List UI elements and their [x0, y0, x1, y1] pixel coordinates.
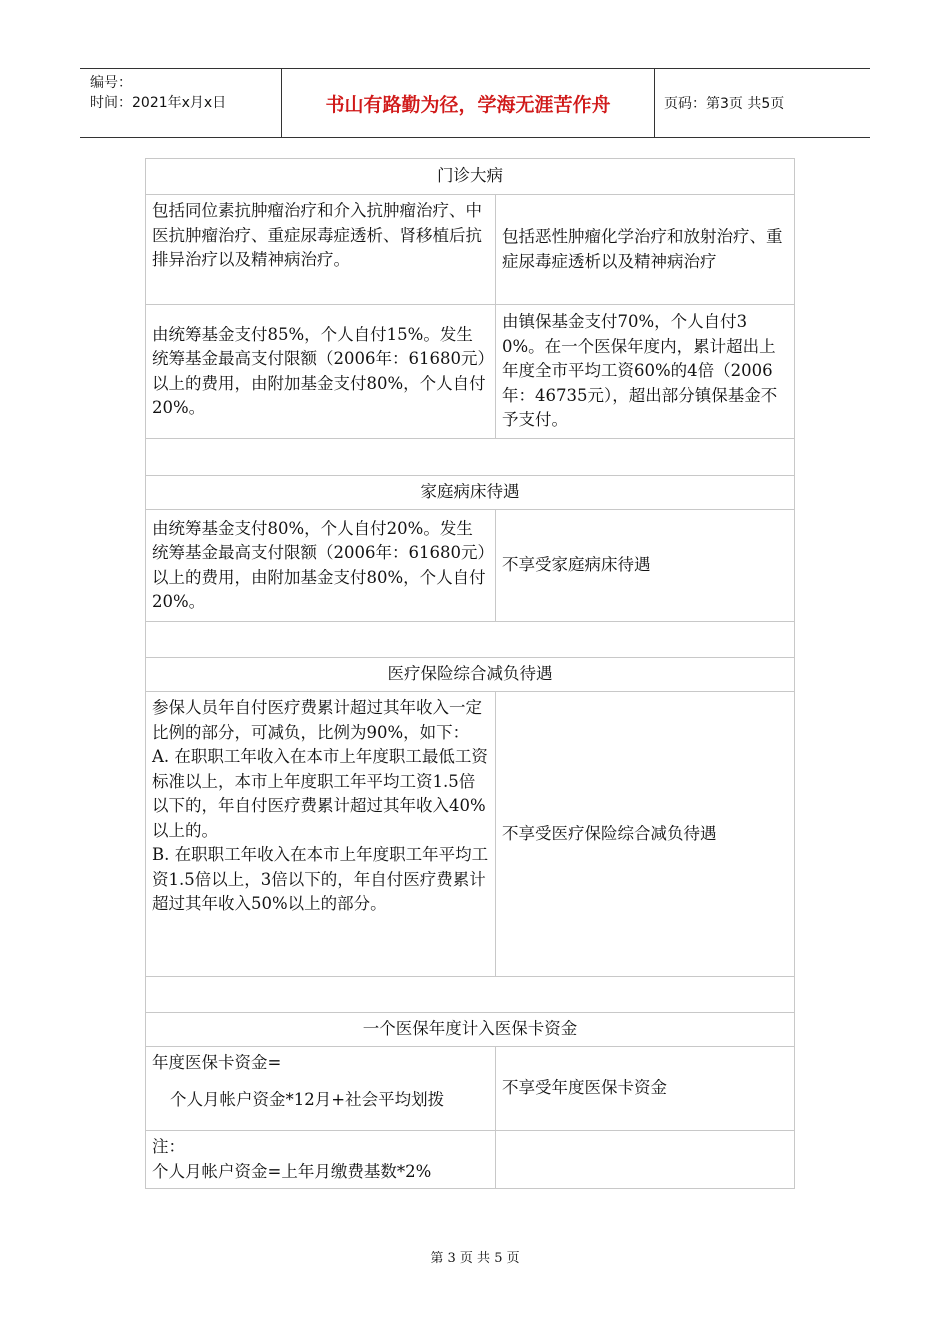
card-fund-note [146, 1131, 496, 1189]
document-number-label: 编号： [90, 75, 132, 91]
page-footer: 第 3 页 共 5 页 [430, 1251, 520, 1266]
home-bed-right: 不享受家庭病床待遇 [496, 510, 795, 622]
section-header-row [146, 476, 795, 510]
spacer-cell [146, 439, 795, 476]
document-date: 时间：2021年x月x日 [90, 95, 227, 111]
burden-relief-intro: 参保人员年自付医疗费累计超过其年收入一定比例的部分，可减负，比例为90%，如下： [152, 698, 482, 742]
header-meta [80, 69, 282, 137]
table-row [146, 305, 795, 439]
outpatient-right-payment: 由镇保基金支付70%，个人自付30%。在一个医保年度内，累计超出上年度全市平均工资60%的4倍（2006年：46735元），超出部分镇保基金不予支付。 [496, 305, 795, 439]
table-row [146, 195, 795, 305]
table-row [146, 1047, 795, 1131]
header-page-info: 页码：第3页 共5页 [664, 96, 785, 112]
outpatient-right-scope: 包括恶性肿瘤化学治疗和放射治疗、重症尿毒症透析以及精神病治疗 [496, 195, 795, 305]
card-fund-formula: 个人月帐户资金*12月+社会平均划拨 [170, 1089, 445, 1109]
benefits-comparison-table [145, 158, 795, 1189]
burden-relief-item-a: A. 在职职工年收入在本市上年度职工最低工资标准以上，本市上年度职工年平均工资1.5倍以下的，年自付医疗费累计超过其年收入40%以上的。 [152, 747, 488, 840]
outpatient-left-scope: 包括同位素抗肿瘤治疗和介入抗肿瘤治疗、中医抗肿瘤治疗、重症尿毒症透析、肾移植后抗排异治疗以及精神病治疗。 [146, 195, 496, 305]
card-fund-left [146, 1047, 496, 1131]
spacer-row [146, 977, 795, 1013]
section-header-row [146, 658, 795, 692]
burden-relief-right: 不享受医疗保险综合减负待遇 [496, 692, 795, 977]
spacer-row [146, 439, 795, 476]
spacer-cell [146, 622, 795, 658]
card-fund-right: 不享受年度医保卡资金 [496, 1047, 795, 1131]
spacer-row [146, 622, 795, 658]
section-title-home-bed: 家庭病床待遇 [146, 476, 795, 510]
burden-relief-left [146, 692, 496, 977]
card-fund-note-label: 注： [152, 1137, 185, 1156]
table-row [146, 692, 795, 977]
section-header-row [146, 1013, 795, 1047]
header-motto: 书山有路勤为径，学海无涯苦作舟 [282, 69, 655, 137]
spacer-cell [146, 977, 795, 1013]
page-header [80, 68, 870, 138]
burden-relief-item-b: B. 在职职工年收入在本市上年度职工年平均工资1.5倍以上，3倍以下的，年自付医疗费累计超过其年收入50%以上的部分。 [152, 845, 489, 913]
table-row [146, 510, 795, 622]
card-fund-formula-label: 年度医保卡资金= [152, 1053, 282, 1072]
section-header-row [146, 159, 795, 195]
section-title-outpatient: 门诊大病 [146, 159, 795, 195]
section-title-card-fund: 一个医保年度计入医保卡资金 [146, 1013, 795, 1047]
outpatient-left-payment: 由统筹基金支付85%，个人自付15%。发生统筹基金最高支付限额（2006年：61680元）以上的费用，由附加基金支付80%，个人自付20%。 [146, 305, 496, 439]
table-row [146, 1131, 795, 1189]
empty-cell [496, 1131, 795, 1189]
card-fund-note-text: 个人月帐户资金=上年月缴费基数*2% [152, 1161, 432, 1181]
section-title-burden-relief: 医疗保险综合减负待遇 [146, 658, 795, 692]
home-bed-left: 由统筹基金支付80%，个人自付20%。发生统筹基金最高支付限额（2006年：61680元）以上的费用，由附加基金支付80%，个人自付20%。 [146, 510, 496, 622]
